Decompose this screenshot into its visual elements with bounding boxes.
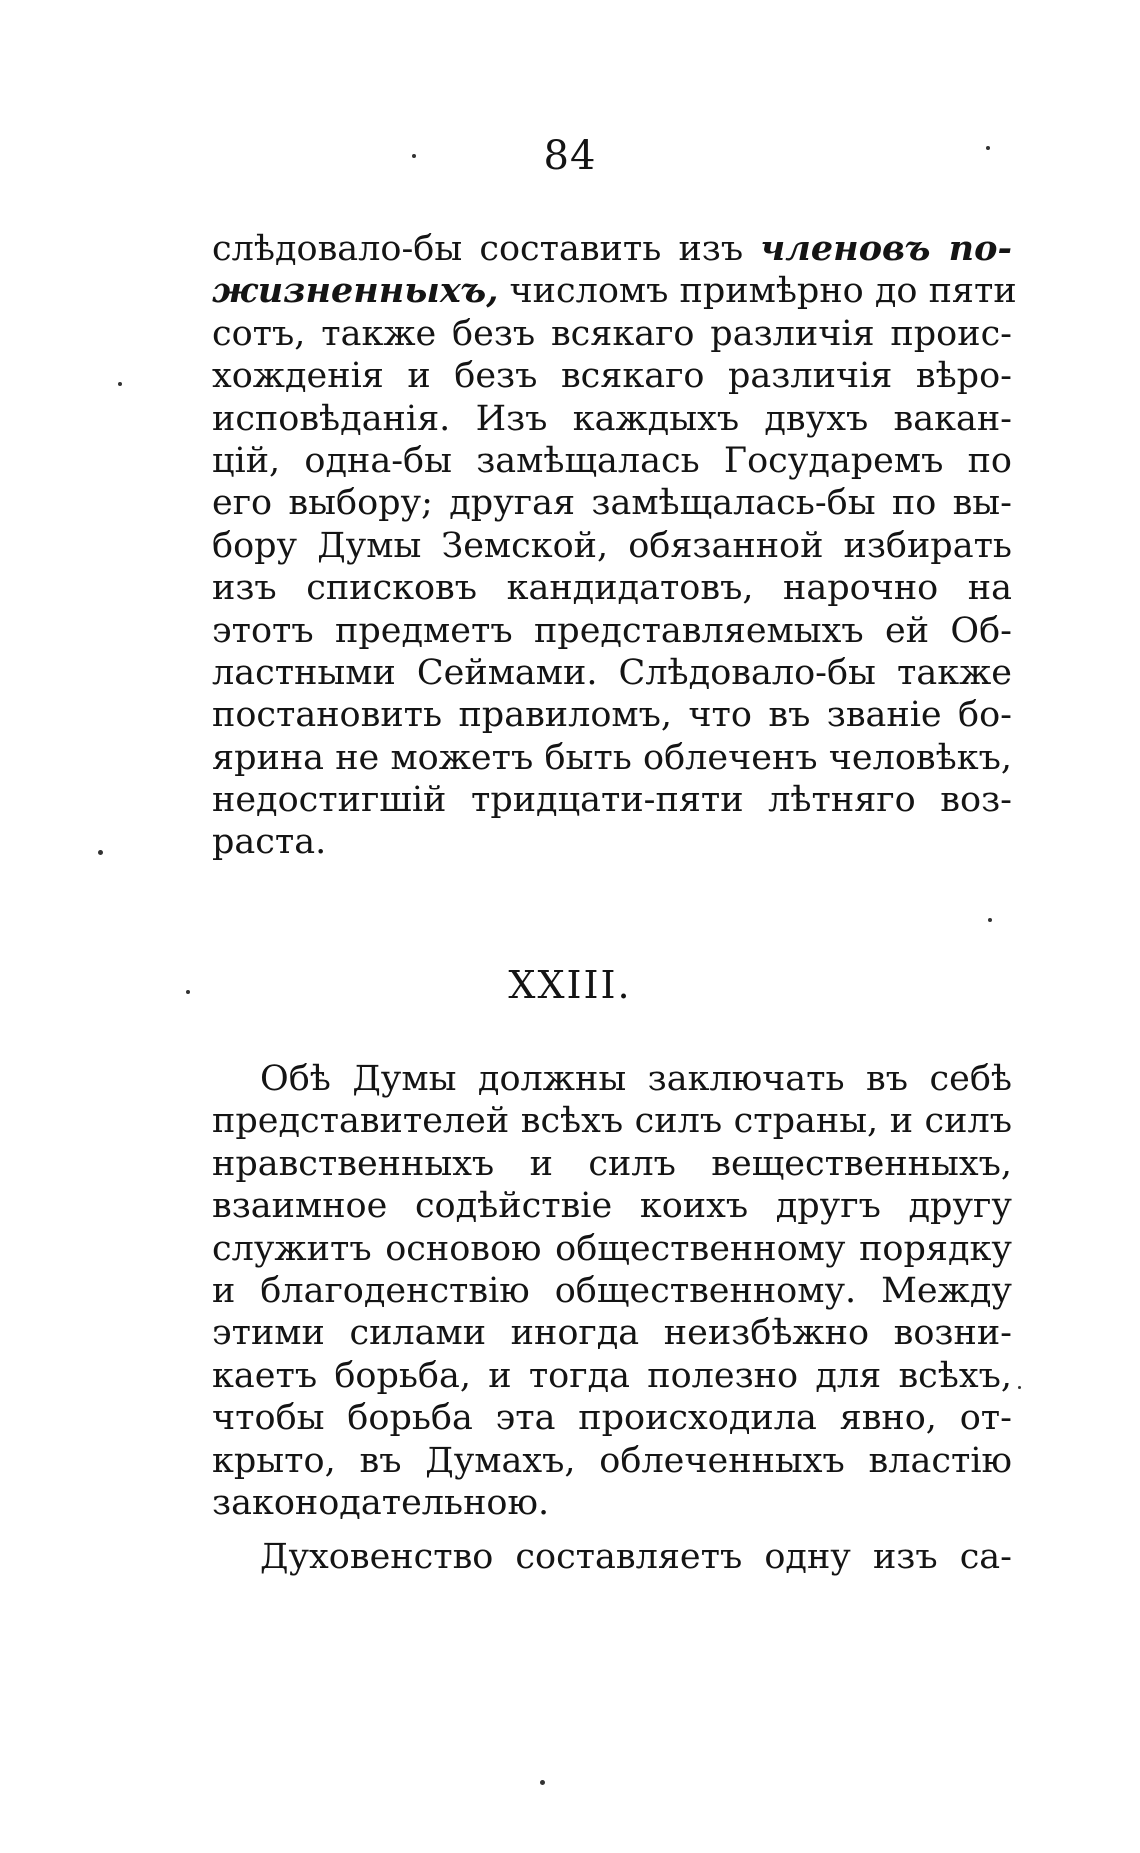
text-line: этотъ предметъ представляемыхъ ей Об- (212, 610, 1012, 651)
text-line: постановить правиломъ, что въ званіе бо- (212, 695, 1012, 736)
text-line: жизненныхъ, числомъ примѣрно до пяти (212, 270, 1017, 312)
text-line: каетъ борьба, и тогда полезно для всѣхъ, (212, 1355, 1012, 1396)
text-line: представителей всѣхъ силъ страны, и силъ (212, 1101, 1012, 1142)
text-line: нравственныхъ и силъ вещественныхъ, (212, 1143, 1012, 1184)
text-line: законодательною. (212, 1482, 550, 1523)
text-line: ярина не можетъ быть облеченъ человѣкъ, (212, 737, 1012, 778)
italic-phrase: членовъ по- (760, 228, 1013, 269)
text-line: исповѣданія. Изъ каждыхъ двухъ вакан- (212, 398, 1012, 439)
scan-speck (540, 1780, 545, 1785)
text-line: и благоденствію общественному. Между (212, 1270, 1012, 1311)
text-line: недостигшій тридцати-пяти лѣтняго воз- (212, 780, 1012, 821)
scan-speck (186, 990, 190, 994)
paragraph (212, 1536, 1012, 1578)
scan-speck (1018, 1386, 1021, 1389)
text-line: цій, одна-бы замѣщалась Государемъ по (212, 440, 1012, 481)
text-line: Обѣ Думы должны заключать въ себѣ (260, 1059, 1012, 1099)
text-line: чтобы борьба эта происходила явно, от- (212, 1398, 1012, 1439)
text-line: его выбору; другая замѣщалась-бы по вы- (212, 483, 1012, 524)
text-line: ластными Сеймами. Слѣдовало-бы также (212, 652, 1012, 693)
scan-speck (118, 382, 122, 386)
text-line: крыто, въ Думахъ, облеченныхъ властію (212, 1440, 1012, 1481)
italic-phrase: жизненныхъ, (212, 270, 499, 312)
scan-speck (988, 918, 992, 922)
paragraph-continuation (212, 228, 1017, 864)
text-line: хожденія и безъ всякаго различія вѣро- (212, 356, 1012, 397)
text-line: раста. (212, 822, 327, 863)
text-line: этими силами иногда неизбѣжно возни- (212, 1313, 1012, 1354)
text-line: Духовенство составляетъ одну изъ са- (260, 1537, 1012, 1577)
text-line: взаимное содѣйствіе коихъ другъ другу (212, 1186, 1012, 1227)
scan-speck (412, 154, 416, 158)
page-number: 84 (543, 133, 597, 179)
text-line: бору Думы Земской, обязанной избирать (212, 525, 1012, 566)
text-line: изъ списковъ кандидатовъ, нарочно на (212, 568, 1012, 609)
paragraph (212, 1058, 1012, 1524)
text-line: слѣдовало-бы составить изъ членовъ по- (212, 228, 1013, 269)
scan-speck (98, 850, 103, 855)
text-line: сотъ, также безъ всякаго различія проис- (212, 313, 1012, 354)
text-line: служитъ основою общественному порядку (212, 1228, 1012, 1269)
scan-speck (986, 146, 990, 150)
section-heading: XXIII. (508, 963, 632, 1007)
